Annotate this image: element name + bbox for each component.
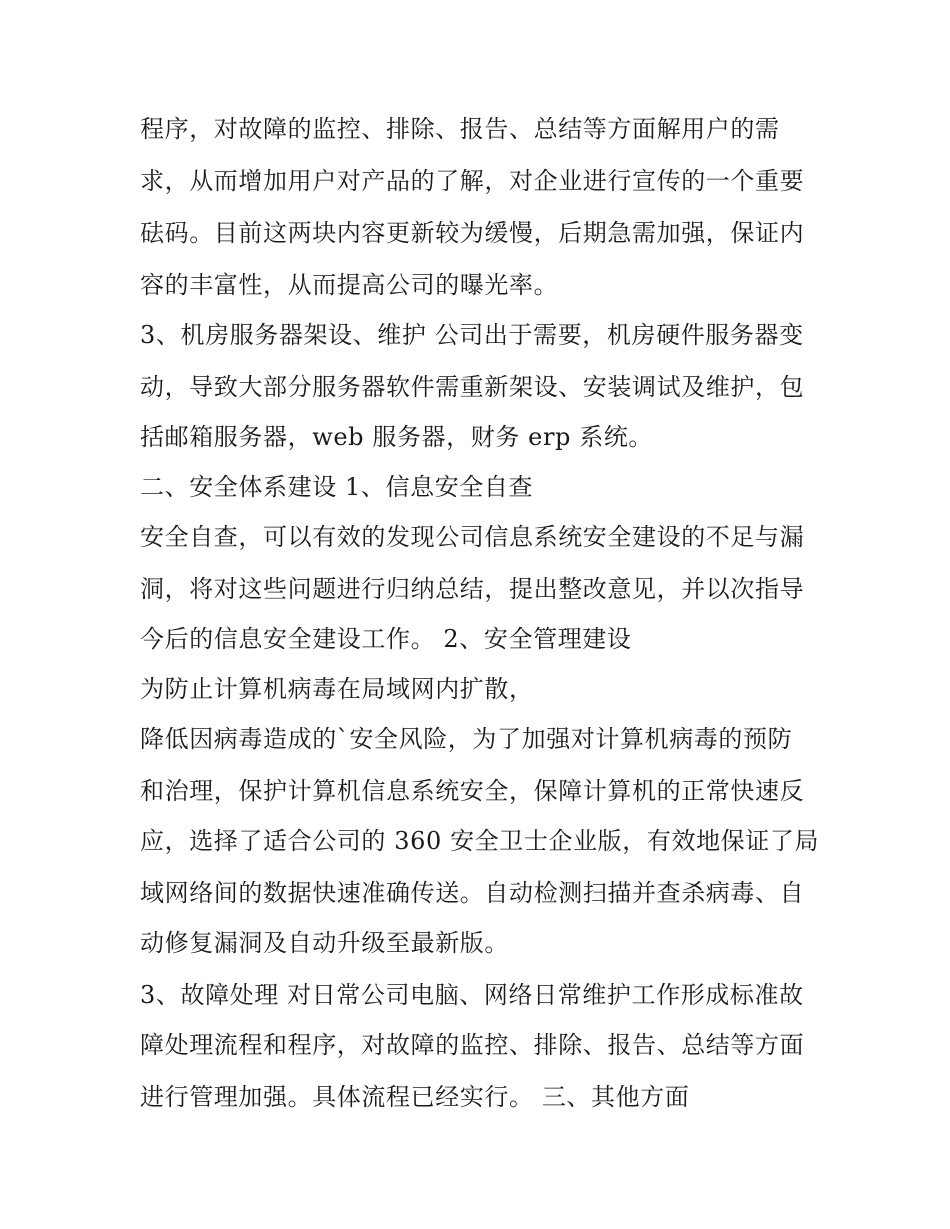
text-line: 括邮箱服务器，web 服务器，财务 erp 系统。	[140, 423, 654, 451]
text-line: 和治理，保护计算机信息系统安全，保障计算机的正常快速反	[140, 777, 805, 805]
text-line: 障处理流程和程序，对故障的监控、排除、报告、总结等方面	[140, 1031, 805, 1059]
text-line: 动，导致大部分服务器软件需重新架设、安装调试及维护，包	[140, 373, 805, 401]
text-line: 洞，将对这些问题进行归纳总结，提出整改意见，并以次指导	[140, 575, 805, 603]
text-line: 进行管理加强。具体流程已经实行。 三、其他方面	[140, 1083, 690, 1111]
text-line: 域网络间的数据快速准确传送。自动检测扫描并查杀病毒、自	[140, 879, 805, 907]
text-line: 应，选择了适合公司的 360 安全卫士企业版，有效地保证了局	[140, 827, 820, 855]
text-line: 安全自查，可以有效的发现公司信息系统安全建设的不足与漏	[140, 523, 805, 551]
text-line: 程序，对故障的监控、排除、报告、总结等方面解用户的需	[140, 115, 780, 143]
text-line: 求，从而增加用户对产品的了解，对企业进行宣传的一个重要	[140, 167, 805, 195]
section-heading: 二、安全体系建设 1、信息安全自查	[140, 473, 534, 501]
text-line: 3、故障处理 对日常公司电脑、网络日常维护工作形成标准故	[140, 981, 804, 1009]
text-line: 3、机房服务器架设、维护 公司出于需要，机房硬件服务器变	[140, 321, 804, 349]
text-line: 为防止计算机病毒在局域网内扩散，	[140, 675, 534, 703]
text-line: 降低因病毒造成的`安全风险，为了加强对计算机病毒的预防	[140, 725, 793, 753]
text-line: 今后的信息安全建设工作。 2、安全管理建设	[140, 625, 632, 653]
text-line: 砝码。目前这两块内容更新较为缓慢，后期急需加强，保证内	[140, 219, 805, 247]
text-line: 容的丰富性，从而提高公司的曝光率。	[140, 271, 559, 299]
text-line: 动修复漏洞及自动升级至最新版。	[140, 929, 509, 957]
